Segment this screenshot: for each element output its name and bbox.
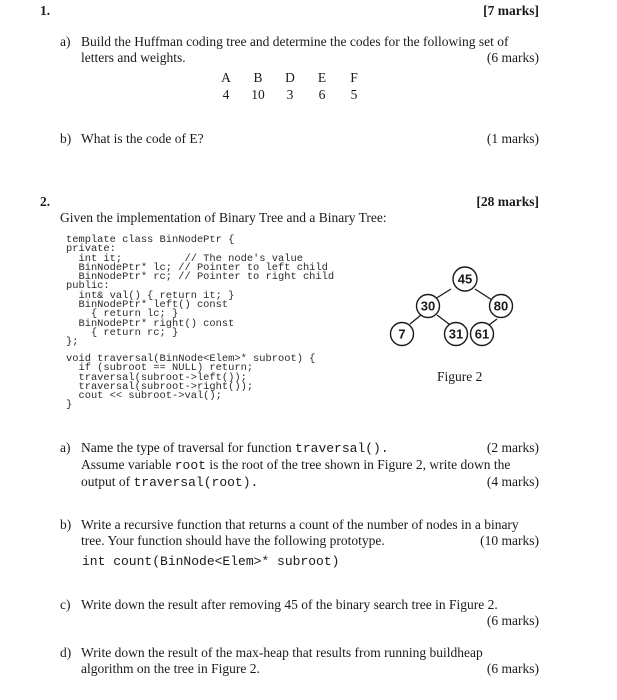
q2a-line2-post: is the root of the tree shown in Figure 2, write down the bbox=[205, 457, 511, 472]
weight-cell: 10 bbox=[251, 87, 265, 102]
q2a-marks-2: (4 marks) bbox=[486, 474, 539, 489]
q2-total-marks: [28 marks] bbox=[476, 194, 539, 209]
q1b-marks: (1 marks) bbox=[486, 131, 539, 146]
code-line: int it; // The node's value bbox=[66, 252, 303, 265]
code-line: { return lc; } bbox=[66, 308, 179, 321]
q1-total-marks: [7 marks] bbox=[483, 3, 539, 18]
q2a-line2 bbox=[81, 456, 510, 474]
weight-cell: 4 bbox=[222, 87, 230, 102]
edge-30-31 bbox=[437, 315, 449, 324]
q2a-line1-code: traversal(). bbox=[295, 441, 389, 456]
code-line: void traversal(BinNode<Elem>* subroot) { bbox=[66, 353, 316, 365]
code-line: public: bbox=[66, 280, 110, 293]
q2a-line1-text: Name the type of traversal for function bbox=[81, 440, 296, 455]
letter-cell: B bbox=[253, 70, 263, 85]
figure-caption: Figure 2 bbox=[437, 369, 483, 384]
edge-45-30 bbox=[435, 289, 451, 299]
q2a-line2-code: root bbox=[174, 458, 206, 473]
q2a-line3 bbox=[81, 473, 258, 491]
code-line: int& val() { return it; } bbox=[66, 289, 235, 302]
q2a-label: a) bbox=[60, 440, 71, 455]
q1-number: 1. bbox=[40, 3, 51, 18]
node-label-80: 80 bbox=[493, 298, 509, 314]
weights-row bbox=[210, 86, 370, 103]
letter-cell: F bbox=[350, 70, 358, 85]
q1a-label: a) bbox=[60, 34, 71, 49]
code-line: }; bbox=[66, 336, 79, 349]
code-line: if (subroot == NULL) return; bbox=[66, 362, 254, 375]
q2b-line2: tree. Your function should have the following prototype. bbox=[81, 533, 385, 548]
node-label-7: 7 bbox=[398, 326, 406, 342]
letter-cell: A bbox=[221, 70, 231, 85]
code-line: private: bbox=[66, 243, 116, 256]
q1a-marks: (6 marks) bbox=[486, 50, 539, 65]
edge-45-80 bbox=[475, 289, 492, 300]
edge-30-7 bbox=[410, 315, 421, 324]
q2d-line2: algorithm on the tree in Figure 2. bbox=[81, 661, 260, 676]
code-line: } bbox=[66, 399, 73, 412]
class-code-block bbox=[66, 236, 334, 348]
q2a-line1 bbox=[81, 439, 389, 457]
code-line: BinNodePtr* rc; // Pointer to right child bbox=[66, 271, 335, 284]
q2b-marks: (10 marks) bbox=[480, 533, 539, 548]
q2a-line3-code: traversal(root). bbox=[133, 475, 259, 490]
code-line: BinNodePtr* right() const bbox=[66, 317, 235, 330]
q1b-label: b) bbox=[60, 131, 72, 146]
code-line: cout << subroot->val(); bbox=[66, 390, 222, 403]
node-label-61: 61 bbox=[474, 326, 490, 342]
q2c-text: Write down the result after removing 45 of the binary search tree in Figure 2. bbox=[81, 597, 498, 612]
q2d-label: d) bbox=[60, 645, 72, 660]
q2-number: 2. bbox=[40, 194, 51, 209]
letter-cell: E bbox=[317, 70, 327, 85]
q1b-text: What is the code of E? bbox=[81, 131, 204, 146]
letters-row bbox=[210, 69, 370, 86]
node-label-31: 31 bbox=[448, 326, 464, 342]
node-label-45: 45 bbox=[457, 271, 473, 287]
q2a-marks-1: (2 marks) bbox=[486, 440, 539, 455]
edge-80-61 bbox=[489, 319, 497, 325]
binary-tree-figure bbox=[385, 262, 520, 352]
q1a-text-line2: letters and weights. bbox=[81, 50, 186, 65]
code-line: traversal(subroot->left()); bbox=[66, 371, 247, 384]
node-label-30: 30 bbox=[420, 298, 436, 314]
q2d-marks: (6 marks) bbox=[486, 661, 539, 676]
q1a-text-line1: Build the Huffman coding tree and determine the codes for the following set of bbox=[81, 34, 509, 49]
q2a-line3-pre: output of bbox=[81, 474, 134, 489]
code-line: traversal(subroot->right()); bbox=[66, 380, 254, 393]
weight-cell: 6 bbox=[318, 87, 326, 102]
code-line: BinNodePtr* lc; // Pointer to left child bbox=[66, 261, 328, 274]
q2d-line1: Write down the result of the max-heap that results from running buildheap bbox=[81, 645, 483, 660]
code-line: BinNodePtr* left() const bbox=[66, 299, 229, 312]
q2b-prototype: int count(BinNode<Elem>* subroot) bbox=[82, 554, 340, 569]
weight-cell: 5 bbox=[350, 87, 358, 102]
weight-cell: 3 bbox=[286, 87, 294, 102]
q2b-line1: Write a recursive function that returns a count of the number of nodes in a binary bbox=[81, 517, 519, 532]
q2c-label: c) bbox=[60, 597, 71, 612]
code-line: { return rc; } bbox=[66, 326, 179, 339]
q2a-line2-pre: Assume variable bbox=[81, 457, 175, 472]
code-line: template class BinNodePtr { bbox=[66, 234, 235, 246]
letter-cell: D bbox=[285, 70, 295, 85]
q2-intro: Given the implementation of Binary Tree and a Binary Tree: bbox=[60, 210, 387, 225]
traversal-code-block bbox=[66, 355, 315, 411]
q2b-label: b) bbox=[60, 517, 72, 532]
weights-table bbox=[210, 69, 370, 103]
q2c-marks: (6 marks) bbox=[486, 613, 539, 628]
